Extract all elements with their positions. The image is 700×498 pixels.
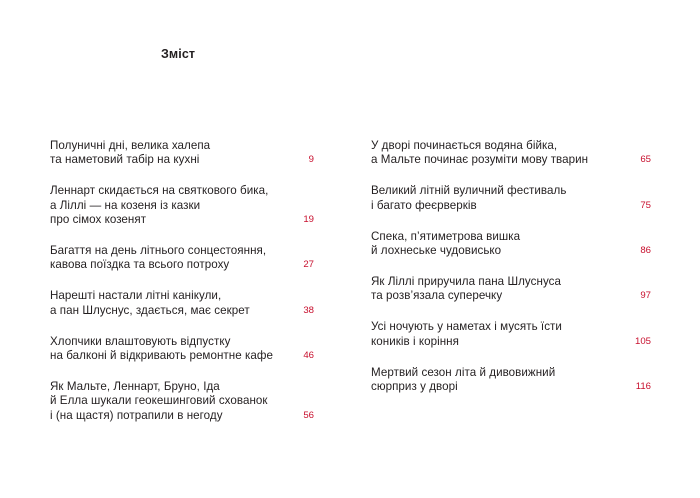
toc-entry-title: Мертвий сезон літа й дивовижний сюрприз у дворі bbox=[371, 365, 556, 393]
toc-entry-page-number: 38 bbox=[303, 304, 314, 316]
toc-heading: Зміст bbox=[161, 47, 196, 61]
toc-entry-title: Хлопчики влаштовують відпустку на балконі й відкривають ремонтне кафе bbox=[50, 334, 273, 363]
toc-entry bbox=[371, 320, 651, 349]
toc-entry bbox=[371, 366, 651, 395]
toc-entry bbox=[50, 244, 314, 273]
toc-entry bbox=[371, 275, 651, 304]
toc-entry-page-number: 46 bbox=[303, 350, 314, 362]
toc-entry-title: Нарешті настали літні канікули, а пан Шлуснус, здається, має секрет bbox=[50, 289, 250, 317]
toc-entry bbox=[50, 184, 314, 227]
toc-entry-page-number: 86 bbox=[640, 245, 651, 257]
toc-entry-page-number: 19 bbox=[303, 214, 314, 226]
toc-entry bbox=[371, 184, 651, 213]
toc-entry-page-number: 56 bbox=[303, 409, 314, 421]
toc-entry-page-number: 116 bbox=[635, 380, 651, 392]
toc-entry-title: Багаття на день літнього сонцестояння, кавова поїздка та всього потроху bbox=[50, 244, 267, 272]
toc-entry-title: Полуничні дні, велика халепа та наметовий табір на кухні bbox=[50, 139, 211, 167]
toc-entry-page-number: 65 bbox=[640, 154, 651, 166]
toc-left-column bbox=[50, 139, 314, 440]
toc-entry-title: Леннарт скидається на святкового бика, а Ліллі — на козеня із казки про сімох козенят bbox=[50, 184, 269, 227]
toc-entry bbox=[371, 230, 651, 259]
toc-entry-title: Усі ночують у наметах і мусять їсти коників і коріння bbox=[371, 320, 562, 348]
toc-entry-title: Великий літній вуличний фестиваль і багато феєрверків bbox=[371, 184, 567, 212]
toc-entry-title: Як Мальте, Леннарт, Бруно, Іда й Елла шукали геокешинговий схованок і (на щастя) потрапили в негоду bbox=[50, 379, 268, 422]
toc-entry-page-number: 105 bbox=[634, 335, 651, 347]
toc-entry-title: Спека, п’ятиметрова вишка й лохнеське чудовисько bbox=[371, 229, 521, 258]
toc-entry bbox=[50, 380, 314, 423]
toc-entry-page-number: 9 bbox=[308, 154, 314, 166]
toc-entry bbox=[50, 289, 314, 318]
toc-entry-page-number: 27 bbox=[303, 259, 314, 271]
toc-entry bbox=[371, 139, 651, 168]
toc-entry bbox=[50, 139, 314, 168]
toc-entry-page-number: 75 bbox=[640, 199, 651, 211]
toc-entry bbox=[50, 335, 314, 364]
toc-entry-page-number: 97 bbox=[640, 290, 651, 302]
toc-entry-title: У дворі починається водяна бійка, а Мальте починає розуміти мову тварин bbox=[371, 139, 589, 167]
toc-entry-title: Як Ліллі приручила пана Шлуснуса та розв’язала суперечку bbox=[371, 274, 562, 303]
toc-right-column bbox=[371, 139, 651, 411]
